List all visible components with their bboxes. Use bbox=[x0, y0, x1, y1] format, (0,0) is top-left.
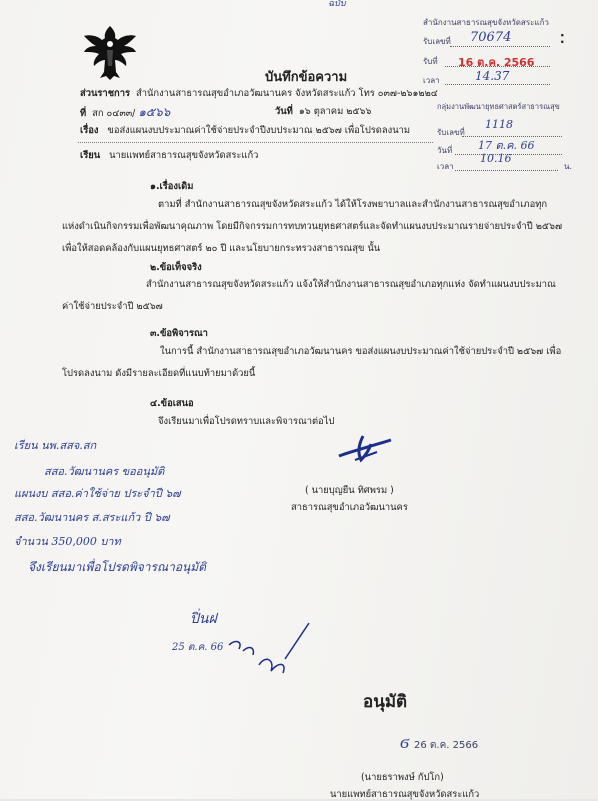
to-label: เรียน bbox=[80, 150, 101, 161]
section-4-text: จึงเรียนมาเพื่อโปรดทราบและพิจารณาต่อไป bbox=[158, 416, 335, 427]
stamp2-title: กลุ่มงานพัฒนายุทธศาสตร์สาธารณสุข bbox=[437, 102, 560, 111]
date-line bbox=[275, 106, 371, 118]
stamp1-rcv-no-line bbox=[450, 46, 550, 47]
stamp1-date-label: รับที่ bbox=[423, 57, 438, 66]
no-value: สก ๐๔๓๓/ bbox=[92, 108, 136, 119]
officer-signature-icon bbox=[225, 615, 315, 685]
signer-position: สาธารณสุขอำเภอวัฒนานคร bbox=[291, 502, 408, 513]
subject-label: เรื่อง bbox=[80, 125, 99, 136]
note-line-1: เรียน นพ.สสจ.สก bbox=[14, 439, 97, 452]
stamp2-date-label: วันที่ bbox=[437, 146, 453, 155]
section-2-heading: ๒.ข้อเท็จจริง bbox=[150, 262, 202, 273]
subject-value: ขอส่งแผนงบประมาณค่าใช้จ่ายประจำปีงบประมาณ ๒๕๖๗ เพื่อโปรดลงนาม bbox=[107, 125, 411, 136]
section-4-heading: ๔.ข้อเสนอ bbox=[150, 398, 194, 409]
stamp1-time-line bbox=[445, 84, 550, 85]
stamp2-time-line bbox=[455, 170, 558, 171]
no-handwritten: ๑๕๖๖ bbox=[138, 105, 171, 119]
stamp1-date-value: 16 ต.ค. 2566 bbox=[458, 56, 535, 69]
note-date: 25 ต.ค. 66 bbox=[172, 642, 224, 653]
approver-title: นายแพทย์สาธารณสุขจังหวัดสระแก้ว bbox=[330, 789, 480, 800]
header-divider bbox=[78, 142, 433, 143]
stamp1-time-label: เวลา bbox=[423, 76, 440, 85]
note-line-2: สสอ.วัฒนานคร ขออนุมัติ bbox=[44, 465, 165, 478]
garuda-emblem-icon bbox=[80, 22, 140, 84]
note-line-5: จำนวน 350,000 บาท bbox=[14, 535, 121, 548]
approval-signature-icon: ϭ bbox=[400, 732, 409, 753]
section-3-text: ในการนี้ สำนักงานสาธารณสุขอำเภอวัฒนานคร ขอส่งแผนงบประมาณค่าใช้จ่ายประจำปี ๒๕๖๗ เพื่อโปรดลงนาม ดังมีรายละเอียดที่แนบท้ายมาด้วยนี้ bbox=[62, 346, 562, 379]
note-line-3: แผนงบ สสอ.ค่าใช้จ่าย ประจำปี ๖๗ bbox=[14, 487, 181, 500]
to-value: นายแพทย์สาธารณสุขจังหวัดสระแก้ว bbox=[109, 150, 259, 161]
no-label: ที่ bbox=[80, 108, 87, 119]
section-1-text: ตามที่ สำนักงานสาธารณสุขจังหวัดสระแก้ว ได้ให้โรงพยาบาลและสำนักงานสาธารณสุขอำเภอทุกแห่งดำเนินกิจกรรมเพื่อพัฒนาคุณภาพ โดยมีกิจกรรมการทบทวนยุทธศาสตร์และจัดทำแผนงบประมาณรายจ่ายประจำปี ๒๕๖๗ เพื่อให้สอดคล้องกับแผนยุทธศาสตร์ ๒๐ ปี และนโยบายกระทรวงสาธารณสุข นั้น bbox=[62, 199, 563, 254]
stamp2-time-suffix: น. bbox=[564, 162, 573, 171]
section-3-heading: ๓.ข้อพิจารณา bbox=[150, 328, 208, 339]
stamp1-mark: ⁚ bbox=[560, 32, 565, 46]
date-value: ๑๖ ตุลาคม ๒๕๖๖ bbox=[298, 106, 372, 117]
memo-title: บันทึกข้อความ bbox=[265, 70, 348, 85]
approver-name: (นายธราพงษ์ กัปโก) bbox=[361, 772, 444, 783]
stamp2-rcv-no-value: 1118 bbox=[485, 118, 513, 131]
top-scribble: ฉบับ bbox=[328, 0, 346, 9]
stamp1-rcv-no-value: 70674 bbox=[470, 30, 512, 45]
subject-line bbox=[80, 125, 410, 137]
agency-value: สำนักงานสาธารณสุขอำเภอวัฒนานคร จังหวัดสระแก้ว โทร ๐๓๗-๒๖๑๒๒๔ bbox=[136, 88, 438, 99]
agency-label: ส่วนราชการ bbox=[80, 88, 131, 99]
number-line bbox=[80, 106, 170, 120]
stamp2-rcv-no-label: รับเลขที่ bbox=[437, 128, 465, 137]
stamp2-time-label: เวลา bbox=[437, 162, 454, 171]
stamp1-title: สำนักงานสาธารณสุขจังหวัดสระแก้ว bbox=[423, 18, 549, 27]
section-1-heading: ๑.เรื่องเดิม bbox=[150, 181, 194, 192]
approval-date: 26 ต.ค. 2566 bbox=[414, 740, 479, 751]
to-line bbox=[80, 150, 258, 162]
note-line-4: สสอ.วัฒนานคร ส.สระแก้ว ปี ๖๗ bbox=[14, 511, 170, 524]
date-label: วันที่ bbox=[275, 106, 293, 117]
approval-word: อนุมัติ bbox=[363, 692, 408, 712]
section-2-text: สำนักงานสาธารณสุขจังหวัดสระแก้ว แจ้งให้สำนักงานสาธารณสุขอำเภอทุกแห่ง จัดทำแผนงบประมาณค่าใช้จ่ายประจำปี ๒๕๖๗ bbox=[62, 279, 556, 312]
stamp2-date-value: 17 ต.ค. 66 bbox=[478, 139, 535, 152]
note-initials: ปิ่นฝ bbox=[190, 611, 217, 627]
signature-icon bbox=[335, 430, 395, 470]
signer-name: ( นายบุญยืน ทิศพรม ) bbox=[305, 485, 394, 496]
stamp1-rcv-no-label: รับเลขที่ bbox=[423, 37, 451, 46]
agency-line bbox=[80, 88, 438, 100]
stamp2-time-value: 10.16 bbox=[480, 152, 512, 165]
note-line-6: จึงเรียนมาเพื่อโปรดพิจารณาอนุมัติ bbox=[28, 560, 206, 574]
stamp1-time-value: 14.37 bbox=[475, 69, 510, 83]
